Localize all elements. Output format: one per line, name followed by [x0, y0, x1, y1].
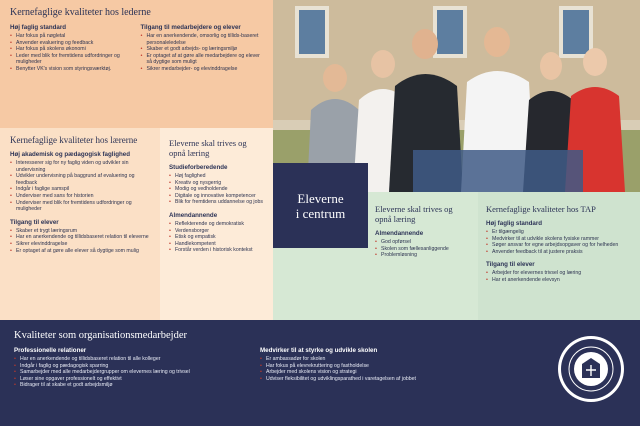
teachers-title: Kernefaglige kvaliteter hos lærerne [10, 135, 138, 145]
list-item: • Arbejder med skolens vision og strategi [260, 369, 490, 376]
center-box [273, 163, 368, 248]
list-item: • Etisk og empatisk [169, 234, 264, 241]
leadership-right-column [141, 18, 264, 73]
list-item: • Søger ansvar for egne arbejdsopgaver og for helheden [486, 242, 632, 249]
organisation-right-column [260, 341, 490, 389]
leadership-left-column [10, 18, 133, 73]
list-item: • Reflekterende og demokratisk [169, 221, 264, 228]
list-item: • Sikrer medarbejder- og elevinddragelse [141, 66, 264, 73]
list-item: • Modig og vedholdende [169, 186, 264, 193]
teachers-section2-heading: Tilgang til elever [10, 218, 59, 226]
leadership-left-list [10, 33, 133, 73]
list-item: • Medvirker til at udvikle skolens fysiske rammer [486, 236, 632, 243]
list-item: • Skaber et trygt læringsrum [10, 228, 150, 235]
list-item: • Har en anerkendende og tillidsbaseret relation til eleverne [10, 234, 150, 241]
list-item: • Handlekompetent [169, 241, 264, 248]
list-item: • Er optaget af at gøre alle elever så dygtige som mulig [10, 248, 150, 255]
list-item: • Har et anerkendende elevsyn [486, 277, 632, 284]
list-item: • Har fokus på skolens økonomi [10, 46, 133, 53]
students-thrive-title: Eleverne skal trives og opnå læring [169, 138, 247, 158]
students-thrive-green-panel [368, 192, 478, 320]
almendannende-heading: Almendannende [169, 211, 218, 219]
list-item: • Udviser fleksibilitet og udviklingsparathed i varetagelsen af jobbet [260, 376, 490, 383]
list-item: • Sikrer elevinddragelse [10, 241, 150, 248]
list-item: • Indgår i faglige samspil [10, 186, 150, 193]
list-item: • Samarbejder med alle medarbejdergrupper om elevernes læring og trivsel [14, 369, 260, 376]
list-item: • Anvender evaluering og feedback [10, 40, 133, 47]
list-item: • Bidrager til at skabe et godt arbejdsmiljø [14, 382, 260, 389]
studieforberedende-list [169, 173, 264, 206]
list-item: • Leder med blik for fremtidens udfordringer og muligheder [10, 53, 133, 66]
teachers-section1-heading: Høj akademisk og pædagogisk faglighed [10, 151, 130, 158]
organisation-left-list [14, 356, 260, 389]
organisation-left-column [14, 341, 260, 389]
studieforberedende-heading: Studieforberedende [169, 164, 228, 171]
list-item: • Benytter VK's vision som styringsværktøj. [10, 66, 133, 73]
list-item: • Høj faglighed [169, 173, 264, 180]
list-item: • God opførsel [375, 239, 471, 246]
list-item: • Arbejder for elevernes trivsel og læring [486, 270, 632, 277]
organisation-right-heading: Medvirker til at styrke og udvikle skolen [260, 347, 378, 354]
list-item: • Er ambassadør for skolen [260, 356, 490, 363]
students-thrive-green-title: Eleverne skal trives og opnå læring [375, 204, 453, 224]
teachers-panel [0, 128, 160, 320]
leadership-panel [0, 0, 273, 128]
list-item: • Har en anerkendende, omsorlig og tillids-baseret personaleledelse [141, 33, 264, 46]
tap-section2-heading: Tilgang til elever [486, 261, 535, 269]
tap-title: Kernefaglige kvaliteter hos TAP [486, 204, 596, 214]
organisation-title: Kvaliteter som organisationsmedarbejder [14, 330, 188, 341]
organisation-panel [0, 320, 640, 426]
list-item: • Underviser med sans for historien [10, 193, 150, 200]
organisation-right-list [260, 356, 490, 382]
list-item: • Skolen som fællesanliggende [375, 246, 471, 253]
teachers-section2-list [10, 228, 150, 254]
list-item: • Skaber et godt arbejds- og læringsmiljø [141, 46, 264, 53]
tap-section1-list [486, 229, 632, 255]
students-thrive-green-list [375, 239, 471, 259]
center-line2: i centrum [295, 205, 346, 221]
list-item: • Har en anerkendende og tillidsbaseret relation til alle kolleger [14, 356, 260, 363]
list-item: • Anvender feedback til at justere praksis [486, 249, 632, 256]
center-strip [273, 248, 368, 320]
students-thrive-panel [160, 128, 273, 320]
leadership-right-heading: Tilgang til medarbejdere og elever [140, 24, 241, 31]
list-item: • Underviser med blik for fremtidens udfordringer og muligheder [10, 200, 150, 213]
organisation-left-heading: Professionelle relationer [14, 347, 87, 354]
almendannende-list [169, 221, 264, 254]
list-item: • Digitale og innovative kompetencer [169, 193, 264, 200]
list-item: • Problemløsning [375, 252, 471, 259]
list-item: • Løser sine opgaver professionelt og effektivt [14, 376, 260, 383]
teachers-section1-list [10, 160, 150, 213]
list-item: • Blik for fremtidens uddannelse og jobs [169, 199, 264, 206]
list-item: • Verdensborger [169, 228, 264, 235]
center-line1: Eleverne [297, 190, 344, 206]
list-item: • Forstår verden i historisk kontekst [169, 247, 264, 254]
list-item: • Er tilgængelig [486, 229, 632, 236]
list-item: • Har fokus på elevrekruttering og fastholdelse [260, 363, 490, 370]
leadership-right-list [141, 33, 264, 73]
list-item: • Interesserer sig for ny faglig viden og udvikler sin undervisning [10, 160, 150, 173]
list-item: • Indgår i faglig og pædagogisk sparring [14, 363, 260, 370]
school-seal-icon [556, 334, 626, 404]
tap-section2-list [486, 270, 632, 283]
list-item: • Kreativ og nysgerrig [169, 180, 264, 187]
leadership-left-heading: Høj faglig standard [10, 24, 67, 31]
tap-section1-heading: Høj faglig standard [486, 220, 543, 227]
tap-panel [478, 192, 640, 320]
list-item: • Har fokus på nøgletal [10, 33, 133, 40]
list-item: • Udvikler undervisning på baggrund af evaluering og feedback [10, 173, 150, 186]
list-item: • Er optaget af at gøre alle medarbejdere og elever så dygtige som muligt [141, 53, 264, 66]
center-text [296, 191, 345, 221]
students-thrive-green-heading: Almendannende [375, 230, 424, 237]
leadership-title: Kernefaglige kvaliteter hos lederne [10, 7, 151, 18]
